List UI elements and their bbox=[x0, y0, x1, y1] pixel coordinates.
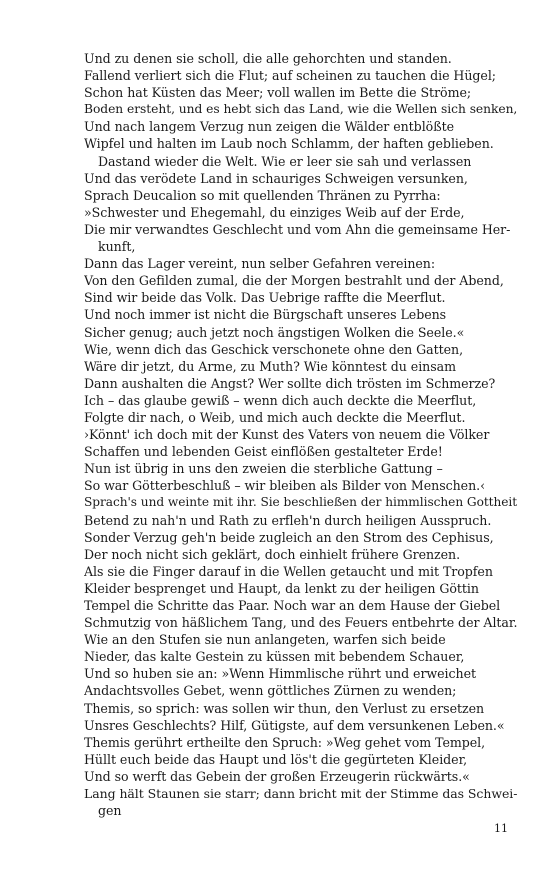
text-line: Lang hält Staunen sie starr; dann bricht mit der Stimme das Schwei- bbox=[84, 786, 518, 802]
text-line: Themis gerührt ertheilte den Spruch: »Weg gehet vom Tempel, bbox=[84, 734, 486, 750]
text-line: Schmutzig von häßlichem Tang, und des Feuers entbehrte der Altar. bbox=[84, 615, 518, 631]
text-line: Dastand wieder die Welt. Wie er leer sie sah und verlassen bbox=[98, 153, 472, 169]
text-line: Sprach's und weinte mit ihr. Sie beschließen der himmlischen Gottheit bbox=[84, 495, 518, 510]
text-line: Nun ist übrig in uns den zweien die sterbliche Gattung – bbox=[84, 461, 443, 477]
text-line: Wäre dir jetzt, du Arme, zu Muth? Wie könntest du einsam bbox=[84, 358, 457, 374]
text-line: Sicher genug; auch jetzt noch ängstigen Wolken die Seele.« bbox=[84, 324, 465, 340]
text-line: ›Könnt' ich doch mit der Kunst des Vaters von neuem die Völker bbox=[84, 427, 490, 443]
text-line: Und noch immer ist nicht die Bürgschaft unseres Lebens bbox=[84, 307, 447, 323]
text-line: Andachtsvolles Gebet, wenn göttliches Zürnen zu wenden; bbox=[84, 683, 457, 699]
text-line: Und so huben sie an: »Wenn Himmlische rührt und erweichet bbox=[84, 666, 477, 682]
text-line: Fallend verliert sich die Flut; auf scheinen zu tauchen die Hügel; bbox=[84, 68, 496, 84]
text-line: Wipfel und halten im Laub noch Schlamm, der haften geblieben. bbox=[84, 136, 494, 152]
text-line: Unsres Geschlechts? Hilf, Gütigste, auf dem versunkenen Leben.« bbox=[84, 717, 505, 733]
text-line: Schaffen und lebenden Geist einflößen gestalteter Erde! bbox=[84, 444, 443, 460]
text-line: Dann das Lager vereint, nun selber Gefahren vereinen: bbox=[84, 256, 436, 272]
text-line: Folgte dir nach, o Weib, und mich auch deckte die Meerflut. bbox=[84, 409, 466, 425]
text-line: kunft, bbox=[98, 239, 136, 255]
text-line: Hüllt euch beide das Haupt und lös't die gegürteten Kleider, bbox=[84, 751, 468, 767]
text-line: Tempel die Schritte das Paar. Noch war an dem Hause der Giebel bbox=[84, 598, 501, 613]
text-line: Nieder, das kalte Gestein zu küssen mit bebendem Schauer, bbox=[84, 649, 465, 665]
text-line: Wie, wenn dich das Geschick verschonete ohne den Gatten, bbox=[84, 341, 464, 357]
text-line: Schon hat Küsten das Meer; voll wallen im Bette die Ströme; bbox=[84, 85, 472, 101]
text-line: Dann aushalten die Angst? Wer sollte dich trösten im Schmerze? bbox=[84, 375, 496, 391]
text-line: Ich – das glaube gewiß – wenn dich auch deckte die Meerflut, bbox=[84, 392, 477, 408]
text-line: So war Götterbeschluß – wir bleiben als Bilder von Menschen.‹ bbox=[84, 478, 486, 494]
text-line: Betend zu nah'n und Rath zu erfleh'n durch heiligen Ausspruch. bbox=[84, 512, 492, 528]
text-line: Sind wir beide das Volk. Das Uebrige raffte die Meerflut. bbox=[84, 290, 446, 306]
text-line: Die mir verwandtes Geschlecht und vom Ahn die gemeinsame Her- bbox=[84, 221, 511, 237]
text-line: Und so werft das Gebein der großen Erzeugerin rückwärts.« bbox=[84, 768, 470, 784]
text-line: Als sie die Finger darauf in die Wellen getaucht und mit Tropfen bbox=[84, 563, 493, 579]
text-line: Sonder Verzug geh'n beide zugleich an den Strom des Cephisus, bbox=[84, 529, 494, 545]
poem-text bbox=[84, 50, 520, 819]
text-line: gen bbox=[98, 803, 122, 819]
text-line: Und das verödete Land in schauriges Schweigen versunken, bbox=[84, 170, 468, 186]
text-line: Und nach langem Verzug nun zeigen die Wälder entblößte bbox=[84, 119, 454, 135]
text-line: Boden ersteht, und es hebt sich das Land, wie die Wellen sich senken, bbox=[84, 102, 518, 117]
text-line: Kleider besprenget und Haupt, da lenkt zu der heiligen Göttin bbox=[84, 580, 479, 596]
text-line: Themis, so sprich: was sollen wir thun, den Verlust zu ersetzen bbox=[84, 700, 485, 716]
text-line: »Schwester und Ehegemahl, du einziges Weib auf der Erde, bbox=[84, 204, 465, 220]
text-line: Sprach Deucalion so mit quellenden Thränen zu Pyrrha: bbox=[84, 187, 441, 203]
text-line: Von den Gefilden zumal, die der Morgen bestrahlt und der Abend, bbox=[84, 273, 504, 289]
text-line: Der noch nicht sich geklärt, doch einhielt frühere Grenzen. bbox=[84, 546, 461, 562]
page-number: 11 bbox=[494, 822, 508, 835]
text-line: Wie an den Stufen sie nun anlangeten, warfen sich beide bbox=[84, 632, 446, 648]
text-line: Und zu denen sie scholl, die alle gehorchten und standen. bbox=[84, 51, 452, 66]
